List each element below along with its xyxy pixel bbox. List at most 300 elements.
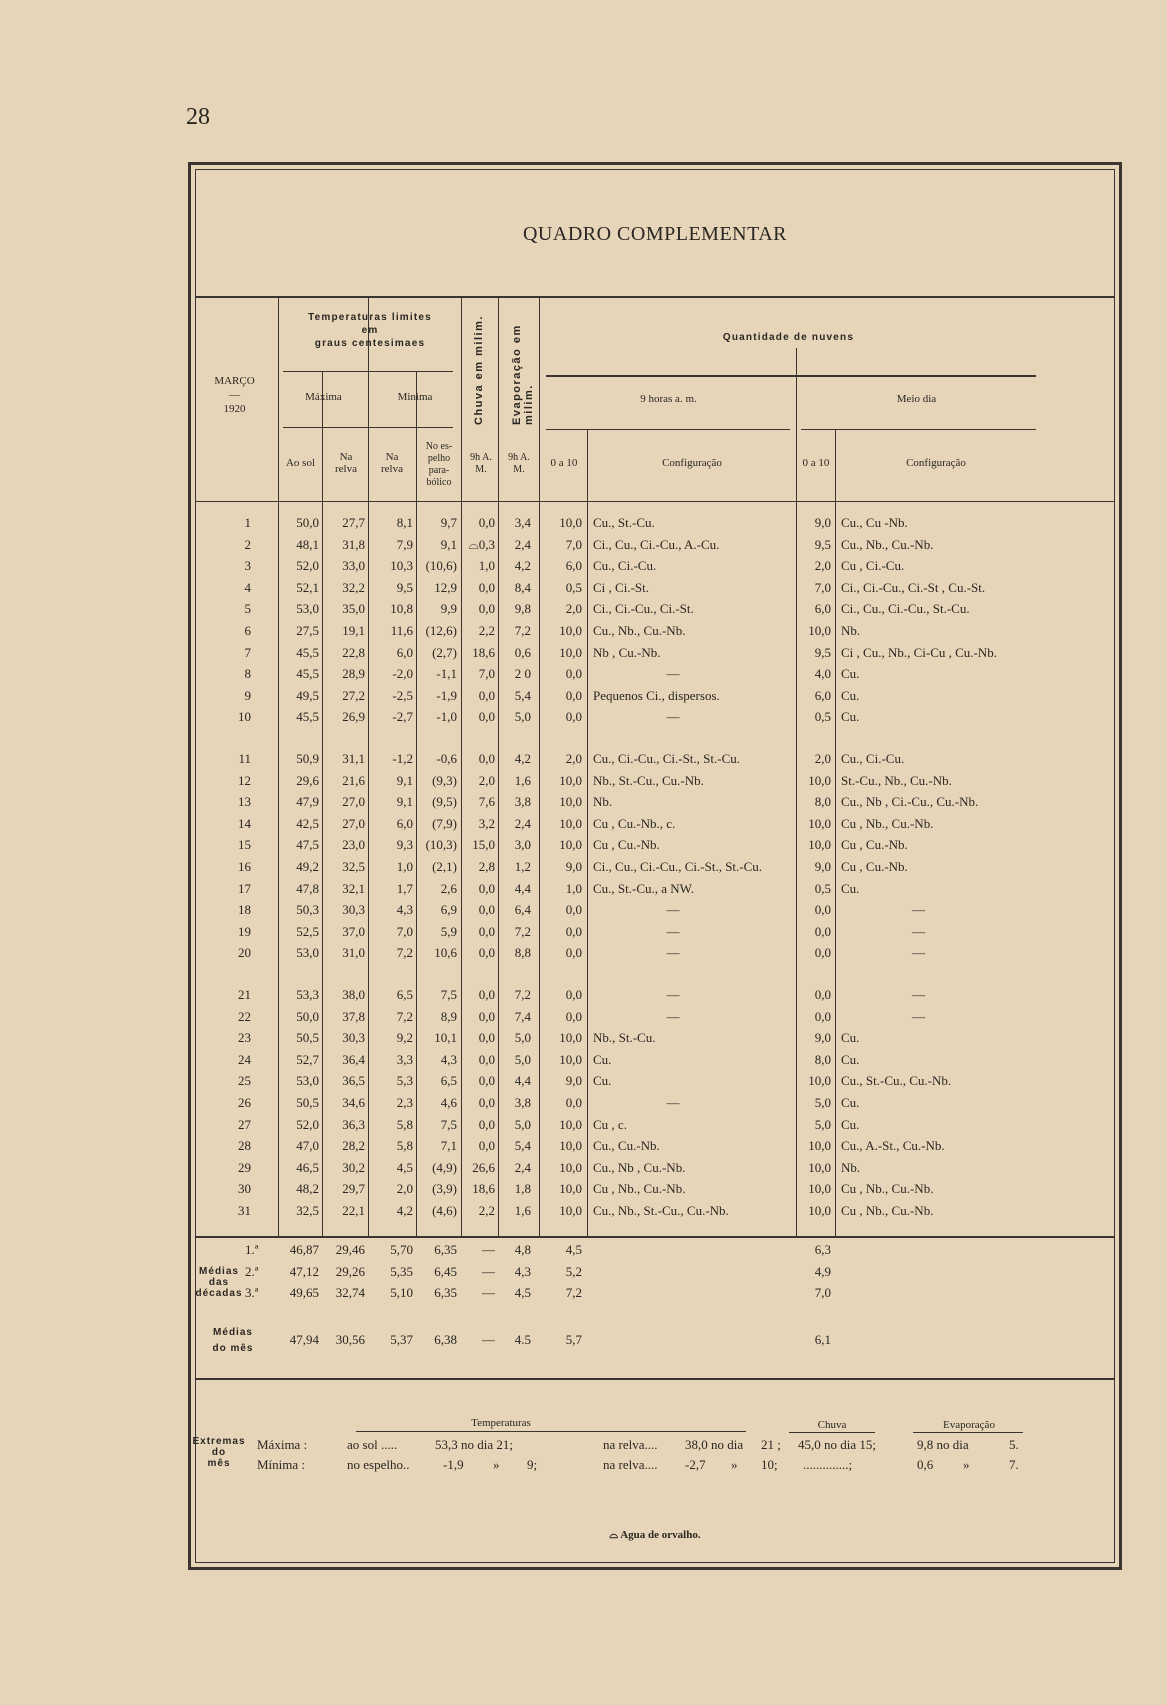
cell-day: 21 xyxy=(238,987,251,1002)
cell-day: 15 xyxy=(238,837,251,853)
cell-c9: — xyxy=(666,1008,680,1024)
cell-c12: Cu , Nb., Cu.-Nb. xyxy=(841,1181,934,1197)
month-dash: — xyxy=(229,389,240,401)
config-header-1: Configuração xyxy=(662,457,722,469)
config-header-2: Configuração xyxy=(906,457,966,469)
temp-sub-rule xyxy=(283,427,453,428)
cell-chuva: 0,0 xyxy=(478,1116,495,1132)
cell-n9: 0,0 xyxy=(565,987,582,1002)
col-sep-9 xyxy=(835,429,836,1236)
nine-h-header-2: 9h A. M. xyxy=(508,452,530,475)
cell-c9: Cu , Cu.-Nb. xyxy=(593,837,660,853)
min-label: Mínima : xyxy=(257,1457,306,1472)
cell-relva-max: 29,7 xyxy=(342,1181,365,1197)
cell-day: 10 xyxy=(238,709,251,725)
page-number: 28 xyxy=(186,104,210,130)
cell-c12: Cu., St.-Cu., Cu.-Nb. xyxy=(841,1073,952,1089)
decade-ao-sol: 49,65 xyxy=(289,1285,319,1301)
zero-ten-header-2: 0 a 10 xyxy=(802,457,830,469)
cell-day: 16 xyxy=(238,859,251,874)
cell-chuva: 18,6 xyxy=(472,644,495,660)
decade-n12: 4,9 xyxy=(814,1263,831,1279)
decade-chuva: — xyxy=(482,1263,495,1279)
extremes-top-rule xyxy=(195,1378,1115,1380)
cell-ao-sol: 52,1 xyxy=(296,579,319,595)
cell-c9: Cu., Ci.-Cu., Ci.-St., St.-Cu. xyxy=(593,751,740,766)
cell-evap: 1,6 xyxy=(514,1203,531,1218)
cell-n9: 10,0 xyxy=(559,1203,582,1218)
cell-ao-sol: 29,6 xyxy=(296,772,319,788)
cell-n12: 10,0 xyxy=(808,1159,831,1175)
max-relva-value: 38,0 no dia xyxy=(685,1437,744,1452)
cell-relva-min: 7,9 xyxy=(396,536,413,552)
cell-ao-sol: 45,5 xyxy=(296,644,319,660)
cell-espelho: (10,6) xyxy=(425,558,457,574)
cell-day: 6 xyxy=(244,623,251,638)
cell-n9: 10,0 xyxy=(559,794,582,810)
table-title: QUADRO COMPLEMENTAR xyxy=(522,223,788,245)
cell-ao-sol: 50,9 xyxy=(296,751,319,766)
cell-ao-sol: 27,5 xyxy=(296,623,319,638)
cell-relva-min: 3,3 xyxy=(396,1051,413,1067)
cell-evap: 5,4 xyxy=(514,687,531,703)
cell-n12: 9,0 xyxy=(814,515,831,530)
cell-n12: 0,0 xyxy=(814,1008,831,1024)
cell-c12: Cu. xyxy=(841,1030,860,1046)
cell-ao-sol: 52,0 xyxy=(296,558,319,574)
cell-espelho: 9,9 xyxy=(440,601,457,617)
cell-c9: Cu., Nb., Cu.-Nb. xyxy=(593,623,686,638)
min-evap-day: 7. xyxy=(1009,1457,1019,1472)
cell-evap: 5,4 xyxy=(514,1138,531,1154)
cell-espelho: 10,6 xyxy=(434,945,457,961)
cell-n9: 0,0 xyxy=(565,1095,582,1110)
cell-chuva: 0,0 xyxy=(478,1138,495,1154)
decade-n9: 5,2 xyxy=(565,1263,582,1279)
cell-c9: Cu , Cu.-Nb., c. xyxy=(593,815,676,831)
na-relva-header-1: Na relva xyxy=(335,451,357,475)
cell-relva-min: 2,0 xyxy=(396,1181,413,1197)
min-espelho-label: no espelho.. xyxy=(347,1457,410,1472)
cell-chuva: 7,0 xyxy=(478,666,495,682)
temps-heading: Temperaturas xyxy=(471,1417,531,1429)
decade-n: 1.ª xyxy=(245,1242,259,1257)
cell-relva-min: 10,3 xyxy=(390,558,413,574)
cell-chuva: 2,2 xyxy=(478,623,495,638)
cell-relva-max: 27,0 xyxy=(342,794,365,810)
cell-evap: 3,8 xyxy=(514,1095,531,1110)
cell-chuva: 0,0 xyxy=(478,902,495,918)
cell-relva-max: 37,8 xyxy=(342,1008,365,1024)
cell-espelho: 8,9 xyxy=(440,1008,457,1024)
cell-espelho: (4,6) xyxy=(432,1203,457,1218)
cell-relva-min: 2,3 xyxy=(396,1095,413,1110)
cell-chuva: 26,6 xyxy=(472,1159,495,1175)
cell-n12: 10,0 xyxy=(808,1073,831,1089)
min-relva-mark: » xyxy=(731,1457,738,1472)
noon-rule xyxy=(801,429,1036,430)
decade-n9: 7,2 xyxy=(565,1285,582,1301)
max-sol-label: ao sol ..... xyxy=(347,1437,398,1452)
cell-n9: 0,0 xyxy=(565,687,582,703)
cell-espelho: 7,1 xyxy=(440,1138,457,1154)
decade-chuva: — xyxy=(482,1242,495,1257)
cell-n12: 10,0 xyxy=(808,815,831,831)
cell-espelho: (3,9) xyxy=(432,1181,457,1197)
month-avg-espelho: 6,38 xyxy=(434,1332,457,1347)
cell-n12: 10,0 xyxy=(808,837,831,853)
cell-c9: — xyxy=(666,902,680,918)
cell-n9: 1,0 xyxy=(565,880,582,896)
min-espelho-day: 9; xyxy=(527,1457,538,1472)
cell-relva-max: 28,9 xyxy=(342,666,365,682)
month-avg-label-1: Médias xyxy=(213,1327,253,1338)
cell-n12: 0,0 xyxy=(814,902,831,918)
cell-relva-max: 30,3 xyxy=(342,1030,365,1046)
cell-evap: 1,2 xyxy=(514,859,531,874)
cell-c9: Nb. xyxy=(593,794,613,810)
na-relva-header-2: Na relva xyxy=(381,451,403,475)
cell-relva-min: -1,2 xyxy=(392,751,413,766)
cell-c12: Cu , Nb., Cu.-Nb. xyxy=(841,1203,934,1218)
cell-relva-max: 35,0 xyxy=(342,601,365,617)
cell-n9: 10,0 xyxy=(559,623,582,638)
decade-relva-min: 5,70 xyxy=(390,1242,413,1257)
cell-espelho: -0,6 xyxy=(436,751,457,766)
cell-chuva: 0,0 xyxy=(478,515,495,530)
cell-n12: 9,5 xyxy=(814,644,831,660)
cell-c9: Ci., Cu., Ci.-Cu., A.-Cu. xyxy=(593,536,720,552)
cell-ao-sol: 50,3 xyxy=(296,902,319,918)
decade-chuva: — xyxy=(482,1285,495,1301)
cell-c12: Cu. xyxy=(841,666,860,682)
temp-group-title-3: graus centesimaes xyxy=(314,338,426,349)
cell-day: 3 xyxy=(244,558,251,574)
noon-header: Meio dia xyxy=(896,393,937,405)
min-chuva: ..............; xyxy=(803,1457,853,1472)
cell-ao-sol: 47,8 xyxy=(296,880,319,896)
cell-relva-max: 36,4 xyxy=(342,1051,365,1067)
summary-rule xyxy=(195,1236,1115,1238)
cell-n9: 10,0 xyxy=(559,644,582,660)
evap-heading-rule xyxy=(913,1432,1023,1433)
min-relva-label: na relva.... xyxy=(603,1457,658,1472)
cell-evap: 9,8 xyxy=(514,601,531,617)
cell-espelho: (2,1) xyxy=(432,859,457,874)
cell-evap: 5,0 xyxy=(514,1030,531,1046)
max-evap: 9,8 no dia xyxy=(917,1437,969,1452)
cell-ao-sol: 32,5 xyxy=(296,1203,319,1218)
cell-c9: Nb., St.-Cu., Cu.-Nb. xyxy=(593,772,704,788)
cell-chuva: 0,0 xyxy=(478,687,495,703)
cell-chuva: 1,0 xyxy=(478,558,495,574)
cell-relva-max: 23,0 xyxy=(342,837,365,853)
cell-relva-min: 5,3 xyxy=(396,1073,413,1089)
cell-c12: Cu., Nb., Cu.-Nb. xyxy=(841,536,934,552)
cell-espelho: 7,5 xyxy=(440,1116,457,1132)
cell-day: 19 xyxy=(238,923,251,939)
cell-c9: Cu., St.-Cu. xyxy=(593,515,655,530)
cell-chuva: 0,0 xyxy=(478,945,495,961)
cell-n9: 10,0 xyxy=(559,515,582,530)
cell-relva-min: 6,5 xyxy=(396,987,413,1002)
cell-c12: — xyxy=(912,987,925,1002)
cell-evap: 8,4 xyxy=(514,579,531,595)
maxima-header: Máxima xyxy=(305,391,342,403)
cell-evap: 8,8 xyxy=(514,945,531,961)
extremes-label-2: do xyxy=(211,1447,227,1458)
cell-chuva: 2,2 xyxy=(478,1203,495,1218)
cell-evap: 3,0 xyxy=(514,837,531,853)
cell-relva-min: -2,0 xyxy=(392,666,413,682)
cell-chuva: 7,6 xyxy=(478,794,495,810)
month-avg-ao-sol: 47,94 xyxy=(289,1332,319,1347)
cell-n12: 5,0 xyxy=(814,1116,831,1132)
cell-evap: 7,2 xyxy=(514,623,531,638)
cell-c12: Cu. xyxy=(841,1116,860,1132)
cell-n9: 10,0 xyxy=(559,1138,582,1154)
cell-evap: 2 0 xyxy=(514,666,531,682)
nine-h-header-1: 9h A. M. xyxy=(470,452,492,475)
cell-espelho: 4,6 xyxy=(440,1095,457,1110)
cell-c12: — xyxy=(912,902,925,918)
cell-n9: 7,0 xyxy=(565,536,582,552)
cell-relva-min: 10,8 xyxy=(390,601,413,617)
cell-ao-sol: 47,9 xyxy=(296,794,319,810)
cell-chuva: 2,8 xyxy=(478,859,495,874)
temp-group-title-1: Temperaturas limites xyxy=(308,312,432,323)
cell-c12: — xyxy=(912,945,925,961)
decade-n: 2.ª xyxy=(245,1263,259,1279)
cell-n12: 10,0 xyxy=(808,1203,831,1218)
cell-ao-sol: 53,0 xyxy=(296,601,319,617)
chuva-heading-rule xyxy=(789,1432,875,1433)
cell-c9: Pequenos Ci., dispersos. xyxy=(593,687,720,703)
ao-sol-header: Ao sol xyxy=(285,457,316,469)
cell-chuva: 0,0 xyxy=(478,709,495,725)
cell-relva-max: 19,1 xyxy=(342,623,365,638)
cell-c9: Nb., St.-Cu. xyxy=(593,1030,656,1046)
decade-n12: 7,0 xyxy=(814,1285,831,1301)
cell-relva-max: 27,2 xyxy=(342,687,365,703)
min-relva-day: 10; xyxy=(761,1457,778,1472)
cell-c9: Ci , Ci.-St. xyxy=(593,579,649,595)
cell-chuva: 3,2 xyxy=(478,815,495,831)
cell-espelho: (10,3) xyxy=(425,837,457,853)
cell-c12: Ci., Ci.-Cu., Ci.-St , Cu.-St. xyxy=(841,579,986,595)
cell-c9: Cu. xyxy=(593,1051,612,1067)
month-label: MARÇO xyxy=(214,375,255,387)
cell-espelho: (9,3) xyxy=(432,772,457,788)
cell-n9: 2,0 xyxy=(565,751,582,766)
cell-n12: 6,0 xyxy=(814,687,831,703)
cell-relva-min: 9,3 xyxy=(396,837,413,853)
cell-day: 24 xyxy=(238,1051,251,1067)
cell-evap: 2,4 xyxy=(514,536,531,552)
cell-relva-max: 21,6 xyxy=(342,772,365,788)
cell-evap: 7,4 xyxy=(514,1008,531,1024)
cell-day: 26 xyxy=(238,1095,251,1110)
cell-n12: 0,0 xyxy=(814,987,831,1002)
cell-evap: 2,4 xyxy=(514,815,531,831)
nine-am-header: 9 horas a. m. xyxy=(640,393,697,405)
cell-relva-min: 5,8 xyxy=(396,1138,413,1154)
decades-label-3: décadas xyxy=(195,1288,243,1299)
cell-day: 20 xyxy=(238,945,251,961)
cell-relva-min: 7,2 xyxy=(396,1008,413,1024)
cell-espelho: (2,7) xyxy=(432,644,457,660)
cell-relva-min: 9,2 xyxy=(396,1030,413,1046)
cell-relva-max: 26,9 xyxy=(342,709,365,725)
cell-chuva: ⌓0,3 xyxy=(468,536,495,552)
decade-n12: 6,3 xyxy=(814,1242,831,1257)
cell-c12: Cu , Cu.-Nb. xyxy=(841,859,908,874)
cell-c9: Cu., Cu.-Nb. xyxy=(593,1138,660,1154)
cell-ao-sol: 53,0 xyxy=(296,1073,319,1089)
cell-c9: Cu. xyxy=(593,1073,612,1089)
nine-am-rule xyxy=(546,429,790,430)
cell-day: 14 xyxy=(238,815,251,831)
cell-relva-max: 31,0 xyxy=(342,945,365,961)
chuva-heading: Chuva xyxy=(817,1419,847,1431)
temp-group-title-2: em xyxy=(361,325,379,336)
cell-c9: Cu , Nb., Cu.-Nb. xyxy=(593,1181,686,1197)
cell-c9: Cu., St.-Cu., a NW. xyxy=(593,880,694,896)
cell-relva-max: 34,6 xyxy=(342,1095,365,1110)
cell-day: 31 xyxy=(238,1203,251,1218)
cell-c12: Nb. xyxy=(841,1159,861,1175)
temps-heading-rule xyxy=(356,1431,746,1432)
header-top-rule xyxy=(195,296,1115,298)
decade-n: 3.ª xyxy=(245,1285,259,1301)
cell-relva-min: 8,1 xyxy=(396,515,413,530)
cell-chuva: 0,0 xyxy=(478,601,495,617)
cell-n12: 10,0 xyxy=(808,623,831,638)
month-avg-label-2: do mês xyxy=(212,1343,254,1354)
cell-relva-min: -2,5 xyxy=(392,687,413,703)
cell-relva-max: 36,3 xyxy=(342,1116,365,1132)
decade-relva-max: 32,74 xyxy=(335,1285,365,1301)
cell-n12: 4,0 xyxy=(814,666,831,682)
cell-espelho: (12,6) xyxy=(425,623,457,638)
cell-evap: 7,2 xyxy=(514,923,531,939)
header-bottom-rule xyxy=(195,501,1115,502)
minima-header: Minima xyxy=(397,391,433,403)
cell-espelho: -1,1 xyxy=(436,666,457,682)
cell-relva-max: 32,5 xyxy=(342,859,365,874)
month-avg-n9: 5,7 xyxy=(565,1332,582,1347)
cell-chuva: 0,0 xyxy=(478,1008,495,1024)
cell-espelho: 9,7 xyxy=(440,515,457,530)
cell-c12: Cu., Cu -Nb. xyxy=(841,515,908,530)
decade-relva-max: 29,26 xyxy=(335,1263,365,1279)
cell-c12: Cu. xyxy=(841,687,860,703)
cell-n12: 10,0 xyxy=(808,772,831,788)
cell-day: 5 xyxy=(244,601,251,617)
cell-ao-sol: 49,5 xyxy=(296,687,319,703)
cell-n12: 2,0 xyxy=(814,558,831,574)
decades-label-1: Médias xyxy=(199,1266,239,1277)
cell-c12: Nb. xyxy=(841,623,861,638)
cell-c9: Ci., Cu., Ci.-Cu., Ci.-St., St.-Cu. xyxy=(593,859,763,874)
cell-espelho: 7,5 xyxy=(440,987,457,1002)
decade-evap: 4,8 xyxy=(514,1242,531,1257)
cell-relva-max: 33,0 xyxy=(342,558,365,574)
cell-relva-min: 6,0 xyxy=(396,815,413,831)
cell-c12: Cu. xyxy=(841,709,860,725)
cell-day: 2 xyxy=(244,536,251,552)
cell-relva-max: 27,7 xyxy=(342,515,365,530)
cell-c9: — xyxy=(666,666,680,682)
cell-ao-sol: 42,5 xyxy=(296,815,319,831)
decade-espelho: 6,45 xyxy=(434,1263,457,1279)
month-avg-chuva: — xyxy=(482,1332,495,1347)
cell-day: 13 xyxy=(238,794,251,810)
cell-n12: 9,5 xyxy=(814,536,831,552)
cell-day: 22 xyxy=(238,1008,251,1024)
cell-evap: 2,4 xyxy=(514,1159,531,1175)
cell-n12: 2,0 xyxy=(814,751,831,766)
cell-day: 1 xyxy=(244,515,251,530)
max-chuva: 45,0 no dia 15; xyxy=(798,1437,876,1452)
cell-n9: 2,0 xyxy=(565,601,582,617)
cell-ao-sol: 50,0 xyxy=(296,1008,319,1024)
cell-n9: 0,0 xyxy=(565,709,582,725)
max-relva-day: 21 ; xyxy=(761,1437,781,1452)
decade-ao-sol: 47,12 xyxy=(289,1263,319,1279)
cell-evap: 5,0 xyxy=(514,709,531,725)
cell-relva-max: 22,8 xyxy=(342,644,365,660)
min-espelho-mark: » xyxy=(493,1457,500,1472)
cell-n12: 5,0 xyxy=(814,1095,831,1110)
cell-relva-min: 1,0 xyxy=(396,859,413,874)
cell-c12: Cu. xyxy=(841,1095,860,1110)
cell-ao-sol: 50,5 xyxy=(296,1095,319,1110)
cell-relva-max: 22,1 xyxy=(342,1203,365,1218)
cell-espelho: 4,3 xyxy=(440,1051,457,1067)
cell-n12: 9,0 xyxy=(814,1030,831,1046)
clouds-header: Quantidade de nuvens xyxy=(722,332,855,343)
min-evap-mark: » xyxy=(963,1457,970,1472)
cell-n9: 10,0 xyxy=(559,1051,582,1067)
cell-n9: 10,0 xyxy=(559,1159,582,1175)
cell-day: 25 xyxy=(238,1073,251,1089)
cell-day: 29 xyxy=(238,1159,251,1175)
cell-n12: 6,0 xyxy=(814,601,831,617)
cell-c9: — xyxy=(666,987,680,1002)
decades-label-2: das xyxy=(208,1277,230,1288)
cell-relva-min: 9,5 xyxy=(396,579,413,595)
max-relva-label: na relva.... xyxy=(603,1437,658,1452)
cell-n12: 8,0 xyxy=(814,1051,831,1067)
cell-day: 8 xyxy=(244,666,251,682)
cell-day: 30 xyxy=(238,1181,251,1197)
cell-chuva: 15,0 xyxy=(472,837,495,853)
decade-ao-sol: 46,87 xyxy=(289,1242,319,1257)
month-avg-evap: 4.5 xyxy=(514,1332,531,1347)
cell-n12: 0,0 xyxy=(814,945,831,961)
cell-c9: Cu., Ci.-Cu. xyxy=(593,558,657,574)
cell-c9: Cu., Nb., St.-Cu., Cu.-Nb. xyxy=(593,1203,729,1218)
cell-chuva: 0,0 xyxy=(478,751,495,766)
cell-chuva: 0,0 xyxy=(478,880,495,896)
cell-espelho: (9,5) xyxy=(432,794,457,810)
cell-day: 28 xyxy=(238,1138,251,1154)
cell-c9: Cu , c. xyxy=(593,1116,627,1132)
cell-c12: Cu., A.-St., Cu.-Nb. xyxy=(841,1138,945,1154)
cell-evap: 0,6 xyxy=(514,644,531,660)
cell-relva-max: 37,0 xyxy=(342,923,365,939)
